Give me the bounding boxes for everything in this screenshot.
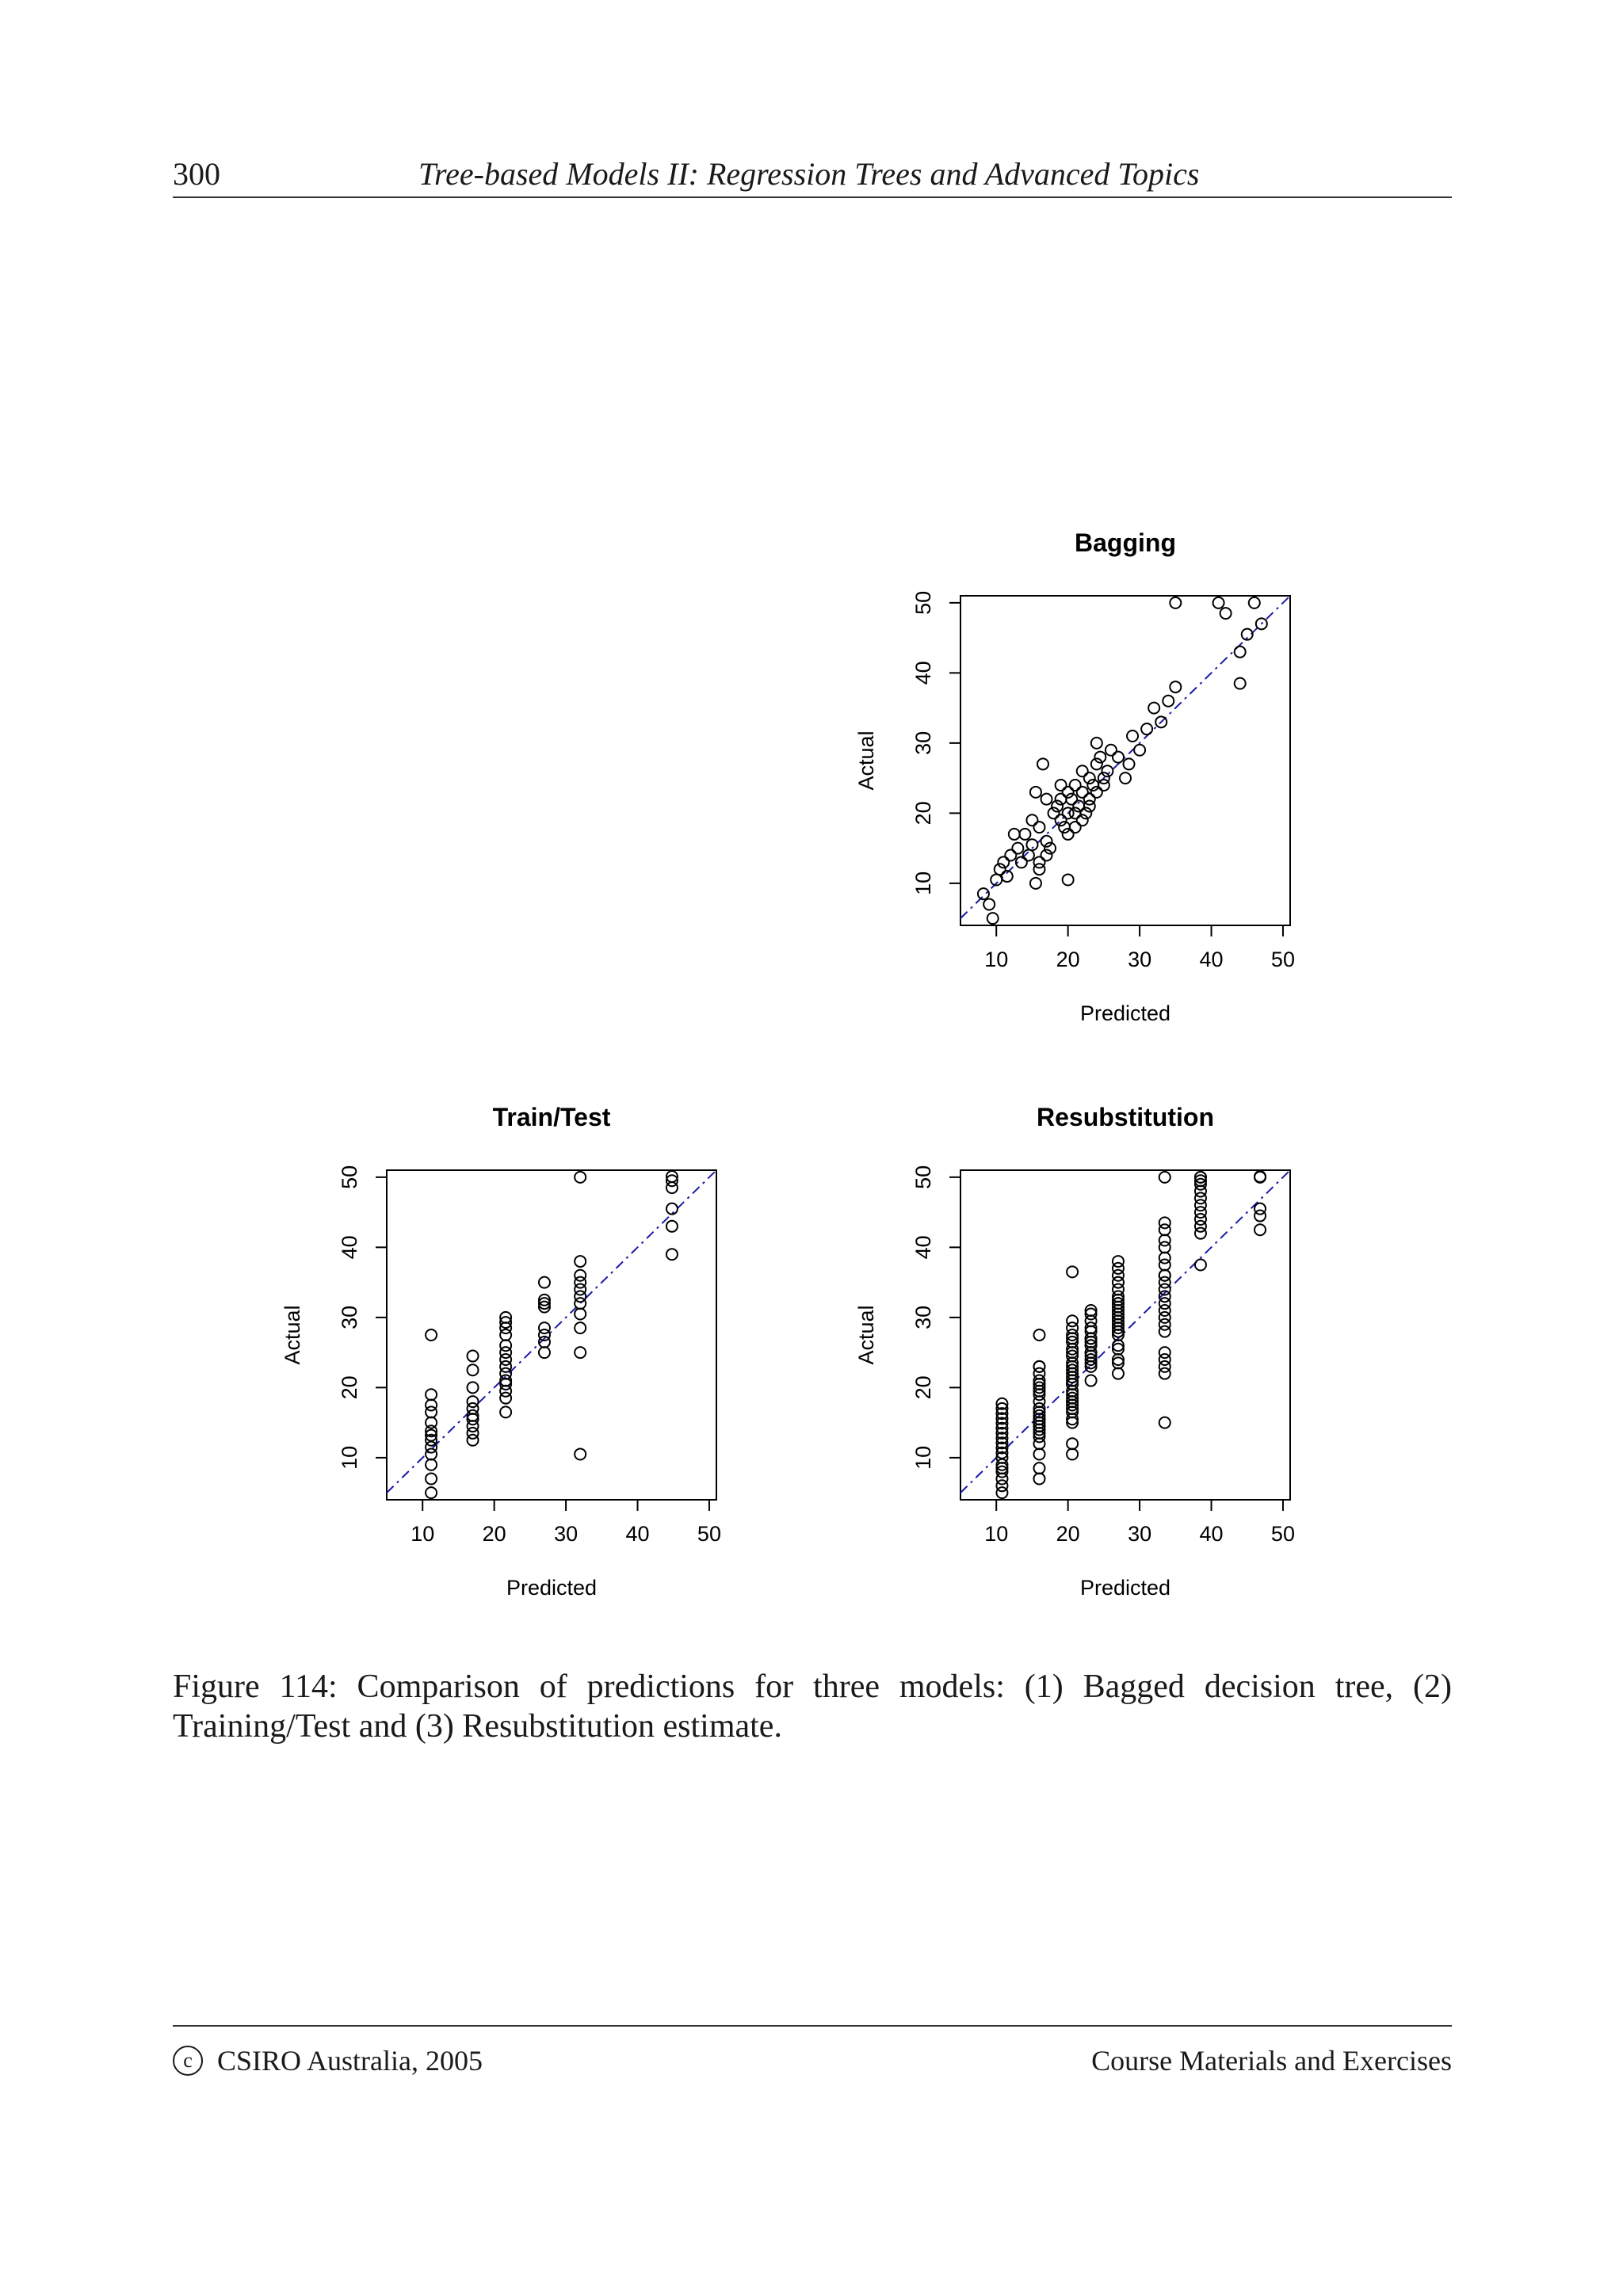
y-axis-label: Actual [854, 730, 878, 791]
data-point [575, 1172, 586, 1183]
data-point [539, 1277, 550, 1288]
data-point [426, 1389, 437, 1400]
data-point [575, 1347, 586, 1358]
x-tick-label: 30 [1128, 948, 1152, 971]
y-tick-label: 50 [911, 1165, 935, 1189]
x-tick-label: 10 [984, 1522, 1009, 1546]
data-point [426, 1417, 437, 1428]
data-point [1249, 597, 1260, 608]
y-axis-label: Actual [854, 1305, 878, 1365]
data-point [1195, 1259, 1206, 1270]
data-point [468, 1364, 479, 1375]
data-point [1070, 822, 1081, 833]
data-point [575, 1277, 586, 1288]
data-point [1033, 1361, 1044, 1372]
data-point [1033, 856, 1044, 868]
data-point [1213, 597, 1224, 608]
x-tick-label: 20 [1056, 948, 1080, 971]
data-point [426, 1400, 437, 1411]
data-point [1009, 829, 1020, 840]
page-footer [173, 2025, 1452, 2090]
x-tick-label: 30 [554, 1522, 579, 1546]
data-point [1159, 1253, 1170, 1264]
data-point [468, 1396, 479, 1407]
data-point [1086, 1375, 1097, 1386]
data-point [1120, 772, 1131, 784]
data-point [1012, 843, 1023, 854]
data-point [1170, 681, 1181, 692]
data-point [426, 1459, 437, 1470]
y-tick-label: 20 [911, 801, 935, 826]
data-point [1235, 646, 1246, 658]
data-point [1070, 780, 1081, 791]
data-point [1067, 1448, 1078, 1459]
figure-caption: Figure 114: Comparison of predictions for three models: (1) Bagged decision tree, (2) Training/Test and (3) Resubstitution estimate. [173, 1669, 1452, 1745]
data-point [1067, 1315, 1078, 1326]
page-number: 300 [173, 156, 220, 192]
data-point [1159, 1312, 1170, 1323]
data-point [575, 1448, 586, 1459]
chart-bagging [854, 528, 1295, 1025]
data-point [1113, 1368, 1124, 1379]
data-point [1030, 878, 1041, 889]
data-point [1005, 849, 1016, 860]
data-point [1033, 822, 1044, 833]
data-point [1033, 1329, 1044, 1341]
data-point [426, 1329, 437, 1341]
data-point [1170, 597, 1181, 608]
chart-title: Train/Test [492, 1103, 611, 1131]
data-point [1067, 1266, 1078, 1277]
data-point [1019, 829, 1030, 840]
data-point [575, 1308, 586, 1319]
data-point [666, 1249, 678, 1260]
data-point [1254, 1211, 1266, 1222]
data-point [575, 1256, 586, 1267]
x-tick-label: 30 [1128, 1522, 1152, 1546]
chart-resubstitution [854, 1103, 1295, 1600]
data-point [468, 1351, 479, 1362]
x-axis-label: Predicted [1079, 1576, 1171, 1600]
data-point [1159, 1361, 1170, 1372]
copyright-text: CSIRO Australia, 2005 [217, 2045, 483, 2077]
data-point [978, 888, 989, 899]
data-point [987, 913, 999, 924]
data-point [1148, 703, 1159, 714]
data-point [1113, 752, 1124, 763]
data-point [1159, 1417, 1170, 1428]
data-point [1159, 1172, 1170, 1183]
y-tick-label: 20 [338, 1375, 361, 1400]
data-point [426, 1473, 437, 1484]
data-point [1134, 745, 1145, 756]
data-point [500, 1406, 511, 1417]
data-point [1113, 1256, 1124, 1267]
y-tick-label: 20 [911, 1375, 935, 1400]
chart-train-test [281, 1103, 721, 1600]
data-point [1159, 1277, 1170, 1288]
data-point [1124, 758, 1135, 769]
data-point [1056, 780, 1067, 791]
y-axis-label: Actual [281, 1305, 304, 1365]
data-point [1033, 1463, 1044, 1474]
chart-title: Bagging [1075, 528, 1176, 557]
data-point [1235, 678, 1246, 689]
x-tick-label: 40 [1199, 1522, 1224, 1546]
y-tick-label: 40 [911, 661, 935, 685]
y-tick-label: 10 [911, 871, 935, 895]
y-tick-label: 40 [338, 1235, 361, 1260]
y-tick-label: 30 [911, 730, 935, 755]
data-point [1159, 1217, 1170, 1228]
x-tick-label: 40 [625, 1522, 650, 1546]
data-point [1037, 758, 1048, 769]
data-point [1159, 1298, 1170, 1309]
copyright-icon: c [173, 2046, 203, 2076]
data-point [1063, 874, 1074, 885]
y-tick-label: 30 [338, 1305, 361, 1329]
copyright [173, 2044, 483, 2077]
x-tick-label: 20 [482, 1522, 506, 1546]
data-point [983, 898, 995, 910]
data-point [1163, 696, 1174, 707]
data-point [1141, 723, 1152, 734]
data-point [575, 1291, 586, 1302]
data-point [1159, 1326, 1170, 1337]
data-point [1220, 608, 1232, 619]
x-tick-label: 50 [1270, 948, 1295, 971]
data-point [1159, 1347, 1170, 1358]
data-point [1106, 745, 1117, 756]
data-point [1077, 787, 1088, 798]
data-point [1026, 814, 1037, 826]
data-point [1077, 765, 1088, 776]
data-point [539, 1322, 550, 1333]
data-point [666, 1221, 678, 1232]
x-tick-label: 40 [1199, 948, 1224, 971]
y-tick-label: 50 [911, 590, 935, 615]
data-point [1033, 1448, 1044, 1459]
x-tick-label: 10 [984, 948, 1009, 971]
y-tick-label: 40 [911, 1235, 935, 1260]
x-tick-label: 10 [411, 1522, 435, 1546]
x-tick-label: 20 [1056, 1522, 1080, 1546]
x-axis-label: Predicted [506, 1576, 598, 1600]
running-title: Tree-based Models II: Regression Trees and Advanced Topics [418, 156, 1200, 192]
data-point [500, 1340, 511, 1351]
y-tick-label: 50 [338, 1165, 361, 1189]
data-point [1067, 1438, 1078, 1449]
data-point [575, 1322, 586, 1333]
reference-line [960, 1170, 1290, 1493]
y-tick-label: 30 [911, 1305, 935, 1329]
data-point [539, 1347, 550, 1358]
data-point [1254, 1224, 1266, 1235]
data-point [1091, 738, 1102, 749]
data-point [1127, 730, 1138, 742]
x-tick-label: 50 [697, 1522, 721, 1546]
data-point [1254, 1171, 1266, 1182]
data-point [1041, 794, 1052, 805]
data-point [1030, 787, 1041, 798]
chart-title: Resubstitution [1037, 1103, 1214, 1131]
data-point [1033, 1473, 1044, 1484]
y-tick-label: 10 [338, 1445, 361, 1470]
data-point [1159, 1241, 1170, 1253]
reference-line [960, 596, 1290, 918]
data-point [468, 1382, 479, 1393]
data-point [426, 1487, 437, 1498]
x-axis-label: Predicted [1079, 1001, 1171, 1025]
x-tick-label: 50 [1270, 1522, 1295, 1546]
course-label: Course Materials and Exercises [1091, 2045, 1452, 2077]
y-tick-label: 10 [911, 1445, 935, 1470]
